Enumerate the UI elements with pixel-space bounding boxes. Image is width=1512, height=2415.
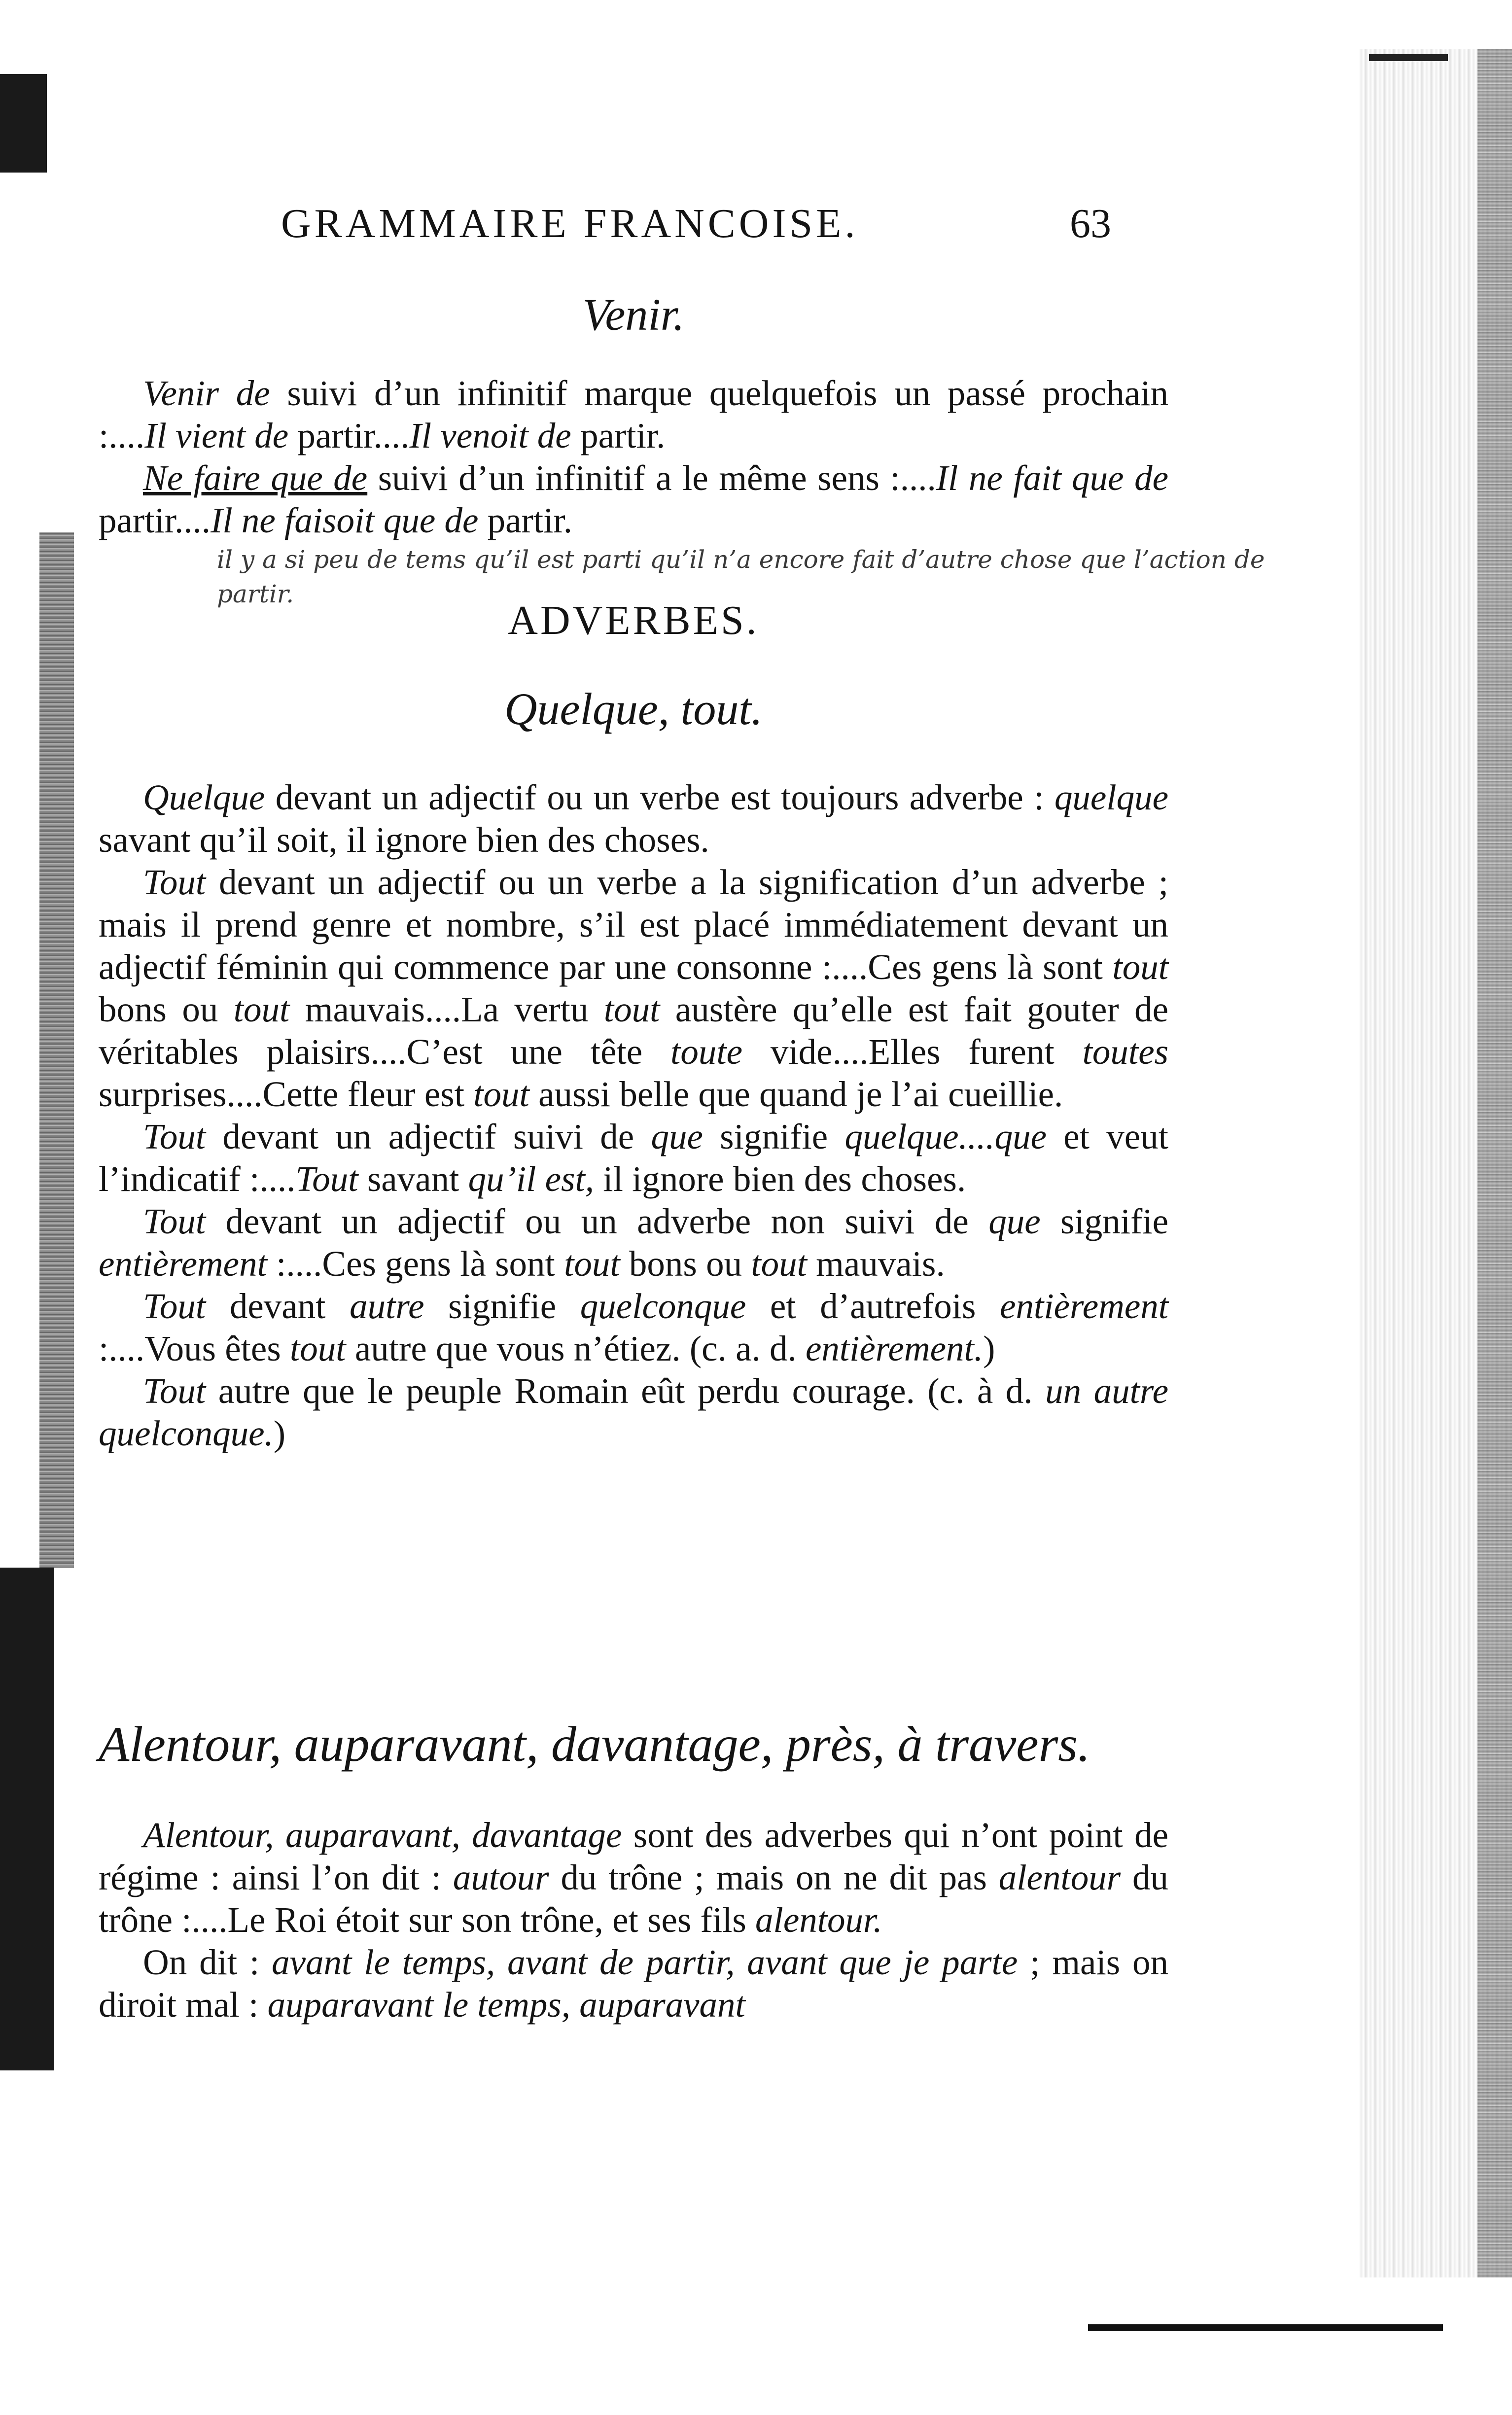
scan-artifact-rule — [1088, 2324, 1443, 2331]
text-run: ) — [983, 1329, 995, 1368]
paragraph-tout-romain — [99, 1370, 1168, 1455]
example: autour — [453, 1857, 549, 1897]
scan-artifact-bar — [0, 1568, 54, 2070]
scan-artifact-tick — [1369, 54, 1448, 61]
example: entièrement — [99, 1244, 267, 1284]
example: tout — [233, 989, 290, 1029]
text-run: devant un adjectif ou un adverbe non suivi de — [206, 1201, 989, 1241]
text-run: On dit : — [143, 1942, 272, 1982]
example: Il venoit de — [409, 416, 571, 455]
example: tout — [290, 1329, 346, 1368]
term: Ne faire que de — [143, 458, 368, 498]
scan-artifact-bar — [0, 74, 47, 173]
text-run: du trône :....Le Roi étoit sur son trône, et ses fils — [99, 1857, 1168, 1940]
venir-paragraphs — [99, 372, 1168, 542]
text-run: bons ou — [620, 1244, 751, 1284]
text-run: du trône ; mais on ne dit pas — [549, 1857, 999, 1897]
paragraph-avant — [99, 1941, 1168, 2026]
term: Tout — [143, 1117, 206, 1156]
venir-paragraph-1 — [99, 372, 1168, 457]
term: Tout — [143, 1371, 206, 1411]
paragraph-quelque — [99, 776, 1168, 861]
example: un autre quelconque. — [99, 1371, 1168, 1453]
running-head-title: GRAMMAIRE FRANCOISE. — [281, 201, 859, 246]
text-run: signifie — [703, 1117, 845, 1156]
alentour-paragraphs — [99, 1814, 1168, 2026]
example: que — [988, 1201, 1041, 1241]
section-heading-alentour: Alentour, auparavant, davantage, près, à travers. — [99, 1716, 1090, 1772]
text-run: suivi d’un infinitif marque quelquefois un passé prochain :.... — [99, 373, 1168, 455]
example: entièrement. — [805, 1329, 984, 1368]
text-run: bons ou — [99, 989, 234, 1029]
scan-edge-right-dark — [1477, 49, 1512, 2277]
example: tout — [1112, 947, 1168, 987]
text-run: partir. — [571, 416, 666, 455]
text-run: ) — [273, 1413, 286, 1453]
text-run: et d’autrefois — [746, 1286, 1000, 1326]
text-run: partir.... — [99, 500, 211, 540]
text-run: et veut l’indicatif :.... — [99, 1117, 1168, 1199]
example: entièrement — [1000, 1286, 1169, 1326]
paragraph-tout-que — [99, 1116, 1168, 1200]
text-run: savant qu’il soit, il ignore bien des choses. — [99, 820, 709, 860]
example: auparavant le temps, auparavant — [267, 1985, 745, 2025]
example: autre — [350, 1286, 424, 1326]
example: toute — [670, 1032, 743, 1072]
example: quelconque — [580, 1286, 746, 1326]
text-run: sont des adverbes qui n’ont point de régime : ainsi l’on dit : — [99, 1815, 1168, 1897]
text-run: mauvais....La vertu — [289, 989, 604, 1029]
text-run: :....Ces gens là sont — [267, 1244, 564, 1284]
paragraph-tout-entierement — [99, 1200, 1168, 1285]
term: Tout — [143, 1286, 206, 1326]
text-run: signifie — [1040, 1201, 1169, 1241]
section-heading-adverbes: ADVERBES. — [508, 597, 759, 643]
example: Il ne fait que de — [936, 458, 1168, 498]
handwritten-note: il y a si peu de tems qu’il est parti qu’il n’a encore fait d’autre chose que l’action de partir. — [217, 545, 1265, 608]
example: quelque....que — [844, 1117, 1047, 1156]
example: tout — [603, 989, 660, 1029]
example: qu’il est, — [468, 1159, 595, 1199]
example: quelque — [1054, 777, 1168, 817]
text-run: austère qu’elle est fait gouter de véritables plaisirs....C’est une tête — [99, 989, 1168, 1072]
example: tout — [751, 1244, 807, 1284]
quelque-tout-paragraphs — [99, 776, 1168, 1455]
example: Il ne faisoit que de — [211, 500, 479, 540]
text-run: aussi belle que quand je l’ai cueillie. — [529, 1074, 1063, 1114]
example: tout — [473, 1074, 529, 1114]
text-run: mauvais. — [807, 1244, 945, 1284]
text-run: autre que vous n’étiez. (c. a. d. — [346, 1329, 806, 1368]
example: que — [651, 1117, 703, 1156]
text-run: suivi d’un infinitif a le même sens :.... — [367, 458, 936, 498]
example: tout — [564, 1244, 620, 1284]
text-run: surprises....Cette fleur est — [99, 1074, 474, 1114]
text-run: devant un adjectif suivi de — [206, 1117, 651, 1156]
text-run: ; mais on diroit mal : — [99, 1942, 1168, 2025]
term: Venir de — [143, 373, 270, 413]
section-heading-venir: Venir. — [582, 289, 685, 340]
text-run: partir.... — [288, 416, 410, 455]
paragraph-alentour — [99, 1814, 1168, 1941]
example: avant le temps, avant de partir, avant que je parte — [272, 1942, 1018, 1982]
text-run: devant un adjectif ou un verbe est toujours adverbe : — [265, 777, 1055, 817]
paragraph-tout-adverbe — [99, 861, 1168, 1116]
text-run: partir. — [478, 500, 572, 540]
example: alentour. — [755, 1900, 882, 1940]
term: Tout — [143, 1201, 206, 1241]
section-heading-quelque-tout: Quelque, tout. — [504, 684, 763, 734]
term: Alentour, auparavant, davantage — [143, 1815, 622, 1855]
scan-artifact-strip — [39, 532, 74, 1568]
text-run: devant un adjectif ou un verbe a la signification d’un adverbe ; mais il prend genre et nombre, s’il est placé immédiatement devant un adjectif féminin qui commence par une consonne :....Ces gens là sont — [99, 862, 1168, 987]
running-head — [187, 200, 1111, 254]
text-run: autre que le peuple Romain eût perdu courage. (c. à d. — [206, 1371, 1046, 1411]
term: Tout — [143, 862, 206, 902]
example: Il vient de — [144, 416, 289, 455]
term: Quelque — [143, 777, 265, 817]
example: Tout — [295, 1159, 358, 1199]
example: alentour — [998, 1857, 1121, 1897]
text-run: devant — [206, 1286, 350, 1326]
text-run: signifie — [424, 1286, 580, 1326]
text-run: il ignore bien des choses. — [594, 1159, 966, 1199]
example: toutes — [1082, 1032, 1168, 1072]
text-run: :....Vous êtes — [99, 1329, 290, 1368]
paragraph-tout-autre — [99, 1285, 1168, 1370]
venir-paragraph-2 — [99, 457, 1168, 542]
text-run: vide....Elles furent — [742, 1032, 1083, 1072]
text-run: savant — [358, 1159, 468, 1199]
page-number: 63 — [1070, 201, 1111, 246]
